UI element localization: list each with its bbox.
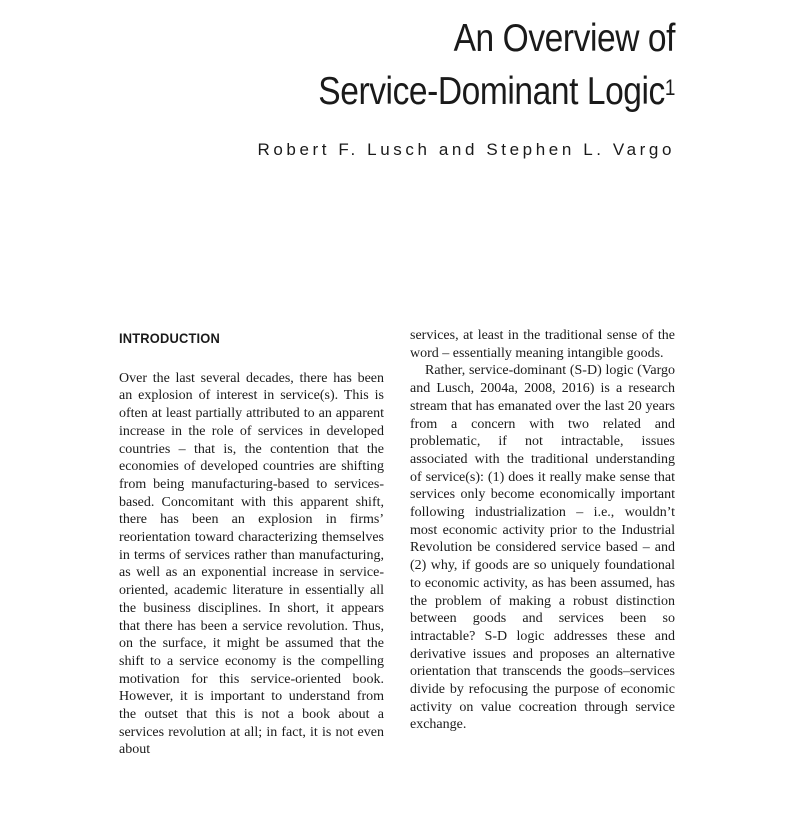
left-text-column: [119, 327, 384, 759]
chapter-authors: Robert F. Lusch and Stephen L. Vargo: [257, 140, 675, 159]
right-text-column: [410, 327, 675, 734]
footnote-marker: 1: [664, 75, 675, 100]
body-paragraph-continued: services, at least in the traditional sense of the word – essentially meaning intangible goods.: [410, 328, 675, 361]
chapter-title-line1: An Overview of: [453, 17, 675, 60]
chapter-title-line2: Service-Dominant Logic: [318, 70, 665, 113]
chapter-title: [228, 12, 675, 118]
body-paragraph-intro: Over the last several decades, there has been an explosion of interest in service(s). This is often at least partially attributed to an apparent increase in the role of services in developed countries – that is, the contention that the economies of developed countries are shifting from being manufacturing-based to services-based. Concomitant with this apparent shift, there has been an explosion in firms’ reorientation toward characterizing themselves in terms of services rather than manufacturing, as well as an exponential increase in service-oriented, academic literature in essentially all the business disciplines. In short, it appears that there has been a service revolution. Thus, on the surface, it might be assumed that the shift to a service economy is the compelling motivation for this service-oriented book. However, it is important to understand from the outset that this is not a book about a services revolution at all; in fact, it is not even about: [119, 370, 384, 758]
body-paragraph-sd-logic: Rather, service-dominant (S-D) logic (Vargo and Lusch, 2004a, 2008, 2016) is a research stream that has emanated over the last 20 years from a concern with two related and problematic, if not intractable, issues associated with the traditional understanding of service(s): (1) does it really make sense that services only become economically important following industrialization – i.e., wouldn’t most economic activity prior to the Industrial Revolution be considered service based – and (2) why, if goods are so uniquely foundational to economic activity, as has been assumed, has the problem of making a robust distinction between goods and services been so intractable? S-D logic addresses these and derivative issues and proposes an alternative orientation that transcends the goods–services divide by refocusing the purpose of economic activity on value cocreation through service exchange.: [410, 363, 675, 733]
section-heading: INTRODUCTION: [119, 330, 220, 346]
